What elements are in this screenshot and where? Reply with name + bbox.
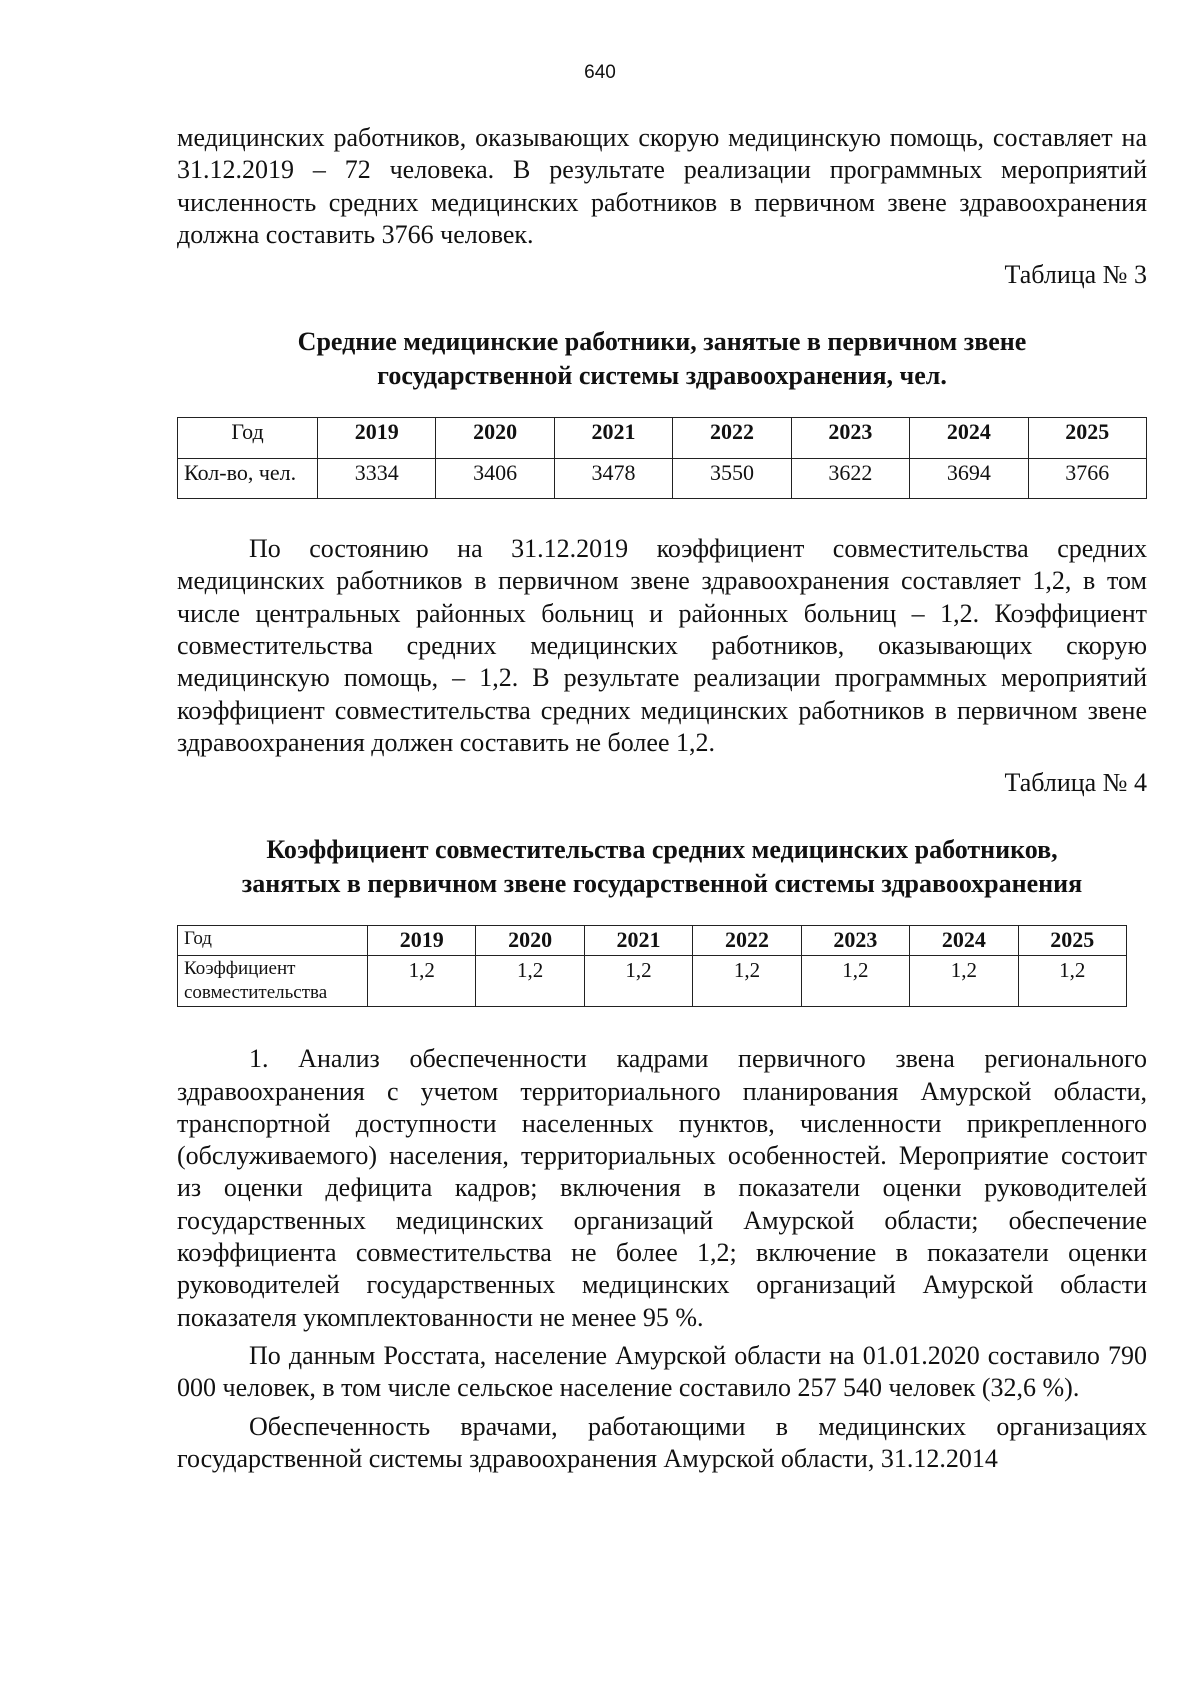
table4-value: 1,2: [693, 955, 801, 1007]
table4-year: 2023: [801, 926, 909, 955]
table3-row-label: Кол-во, чел.: [178, 458, 318, 499]
table4-year: 2021: [584, 926, 692, 955]
table4-caption: Таблица № 4: [1004, 768, 1147, 798]
paragraph-4: По данным Росстата, население Амурской области на 01.01.2020 составило 790 000 человек, в том числе сельское население составило 257 540 человек (32,6 %).: [177, 1340, 1147, 1403]
table3-title: [177, 325, 1147, 393]
table3-caption: Таблица № 3: [1004, 260, 1147, 290]
table4-header-row: [178, 926, 1127, 955]
table3-value: 3406: [436, 458, 554, 499]
table4-value: 1,2: [910, 955, 1018, 1007]
table4-value: 1,2: [801, 955, 909, 1007]
table4-title-line1: Коэффициент совместительства средних медицинских работников,: [266, 835, 1058, 865]
paragraph-5: Обеспеченность врачами, работающими в медицинских организациях государственной системы здравоохранения Амурской области, 31.12.2014: [177, 1411, 1147, 1473]
table3-value: 3766: [1028, 458, 1146, 499]
table4-year: 2019: [368, 926, 476, 955]
paragraph-3: 1. Анализ обеспеченности кадрами первичного звена регионального здравоохранения с учетом территориального планирования Амурской области, транспортной доступности населенных пунктов, численности прикрепленного (обслуживаемого) населения, территориальных особенностей. Мероприятие состоит из оценки дефицита кадров; включения в показатели оценки руководителей государственных медицинских организаций Амурской области; обеспечение коэффициента совместительства не более 1,2; включение в показатели оценки руководителей государственных медицинских организаций Амурской области показателя укомплектованности не менее 95 %.: [177, 1044, 1147, 1332]
paragraph-2: По состоянию на 31.12.2019 коэффициент совместительства средних медицинских работников в первичном звене здравоохранения составляет 1,2, в том числе центральных районных больниц и районных больниц – 1,2. Коэффициент совместительства средних медицинских работников, оказывающих скорую медицинскую помощь, – 1,2. В результате реализации программных мероприятий коэффициент совместительства средних медицинских работников в первичном звене здравоохранения должен составить не более 1,2.: [177, 534, 1147, 757]
table4-value: 1,2: [368, 955, 476, 1007]
table4-header-label: Год: [178, 926, 368, 955]
table3-year: 2022: [673, 418, 791, 459]
table3-year: 2021: [554, 418, 672, 459]
table3-value: 3334: [318, 458, 436, 499]
table4-year: 2025: [1018, 926, 1126, 955]
table3-title-line1: Средние медицинские работники, занятые в первичном звене: [297, 327, 1027, 357]
table3-year: 2020: [436, 418, 554, 459]
table3-value: 3550: [673, 458, 791, 499]
table3-year: 2025: [1028, 418, 1146, 459]
table4: [177, 925, 1127, 1007]
table4-year: 2020: [476, 926, 584, 955]
table3-title-line2: государственной системы здравоохранения, чел.: [377, 361, 947, 391]
table4-value: 1,2: [1018, 955, 1126, 1007]
table4-title-line2: занятых в первичном звене государственной системы здравоохранения: [241, 869, 1083, 899]
paragraph-1: медицинских работников, оказывающих скорую медицинскую помощь, составляет на 31.12.2019 – 72 человека. В результате реализации программных мероприятий численность средних медицинских работников в первичном звене здравоохранения должна составить 3766 человек.: [177, 123, 1147, 249]
table4-year: 2022: [693, 926, 801, 955]
table4-title: [177, 833, 1147, 901]
page-number: 640: [584, 62, 616, 83]
table3-header-row: [178, 418, 1147, 459]
table4-value: 1,2: [476, 955, 584, 1007]
table4-year: 2024: [910, 926, 1018, 955]
table3: [177, 417, 1147, 499]
table3-value: 3694: [910, 458, 1028, 499]
table4-row-label: Коэффициент совместительства: [178, 955, 368, 1007]
table3-year: 2019: [318, 418, 436, 459]
table3-year: 2023: [791, 418, 909, 459]
table3-value: 3478: [554, 458, 672, 499]
table3-year: 2024: [910, 418, 1028, 459]
page-content: [177, 122, 1147, 1475]
table3-value: 3622: [791, 458, 909, 499]
table4-value-row: [178, 955, 1127, 1007]
table4-value: 1,2: [584, 955, 692, 1007]
table3-header-label: Год: [178, 418, 318, 459]
table3-value-row: [178, 458, 1147, 499]
